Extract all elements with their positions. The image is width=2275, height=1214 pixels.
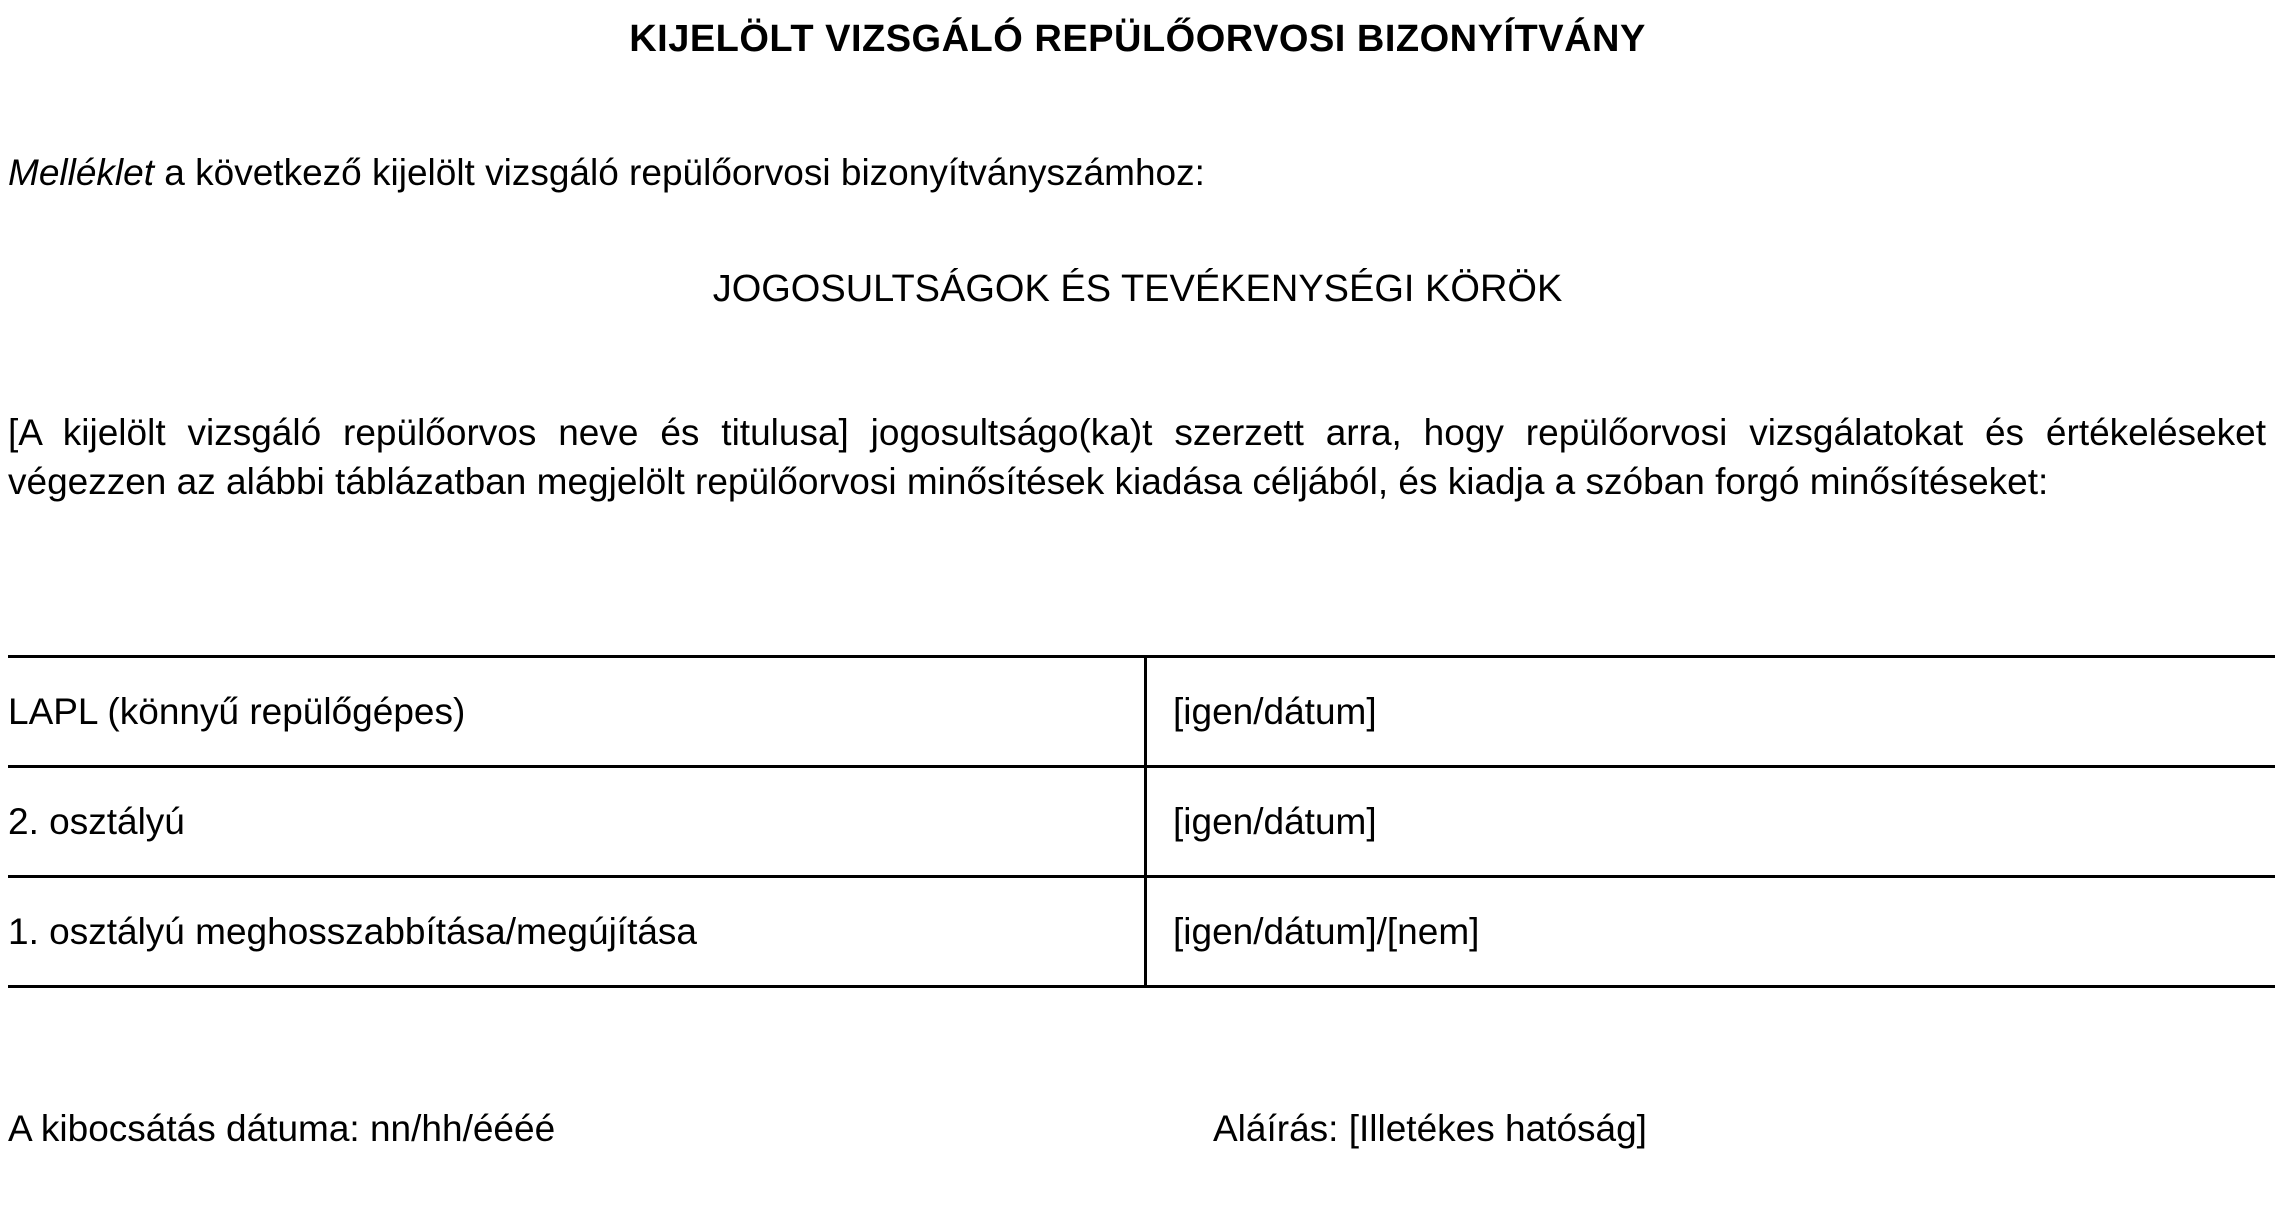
- section-subtitle: JOGOSULTSÁGOK ÉS TEVÉKENYSÉGI KÖRÖK: [712, 268, 1563, 310]
- ratings-table: [8, 655, 2275, 988]
- annex-text: a következő kijelölt vizsgáló repülőorvosi bizonyítványszámhoz:: [154, 152, 1205, 193]
- rating-category-cell: LAPL (könnyű repülőgépes): [8, 657, 1146, 767]
- annex-line: [8, 152, 1205, 194]
- issue-date: A kibocsátás dátuma: nn/hh/éééé: [8, 1108, 556, 1149]
- rating-value-cell: [igen/dátum]/[nem]: [1146, 877, 2275, 987]
- rating-value-cell: [igen/dátum]: [1146, 767, 2275, 877]
- annex-emphasis: Melléklet: [8, 152, 154, 193]
- table-row: [8, 877, 2275, 987]
- document-title: KIJELÖLT VIZSGÁLÓ REPÜLŐORVOSI BIZONYÍTVÁNY: [629, 18, 1646, 60]
- authorization-paragraph: [A kijelölt vizsgáló repülőorvos neve és titulusa] jogosultságo(ka)t szerzett arra, hogy repülőorvosi vizsgálatokat és értékeléseket végezzen az alábbi táblázatban megjelölt repülőorvosi minősítések kiadása céljából, és kiadja a szóban forgó minősítéseket:: [8, 412, 2266, 502]
- rating-category-cell: 2. osztályú: [8, 767, 1146, 877]
- table-row: [8, 767, 2275, 877]
- signature-line: Aláírás: [Illetékes hatóság]: [1213, 1108, 1647, 1149]
- rating-value-cell: [igen/dátum]: [1146, 657, 2275, 767]
- rating-category-cell: 1. osztályú meghosszabbítása/megújítása: [8, 877, 1146, 987]
- table-row: [8, 657, 2275, 767]
